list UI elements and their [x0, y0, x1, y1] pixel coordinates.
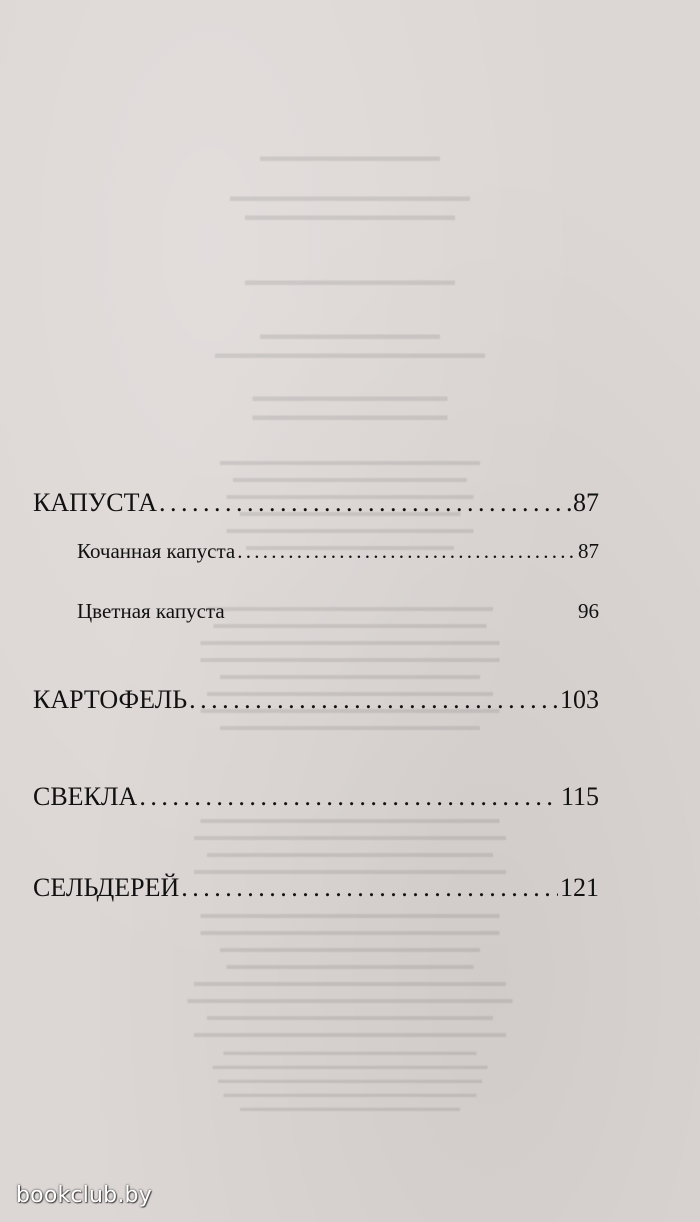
bleed-through-text: ▬▬▬▬▬▬▬▬▬▬▬▬▬ ▬▬▬▬▬▬▬▬▬▬▬▬▬: [252, 389, 448, 424]
bleed-through-text: ▬▬▬▬▬▬▬▬▬▬▬▬ ▬▬▬▬▬▬▬▬▬▬▬▬▬▬▬▬▬▬: [215, 327, 485, 362]
toc-entry-svekla: [33, 782, 599, 812]
dot-leader: [159, 488, 571, 518]
toc-entry-title: КАПУСТА: [33, 488, 158, 517]
toc-entry-tsvetnaya-kapusta: [77, 599, 599, 624]
toc-entry-page: 103: [560, 685, 599, 714]
toc-entry-kapusta: [33, 488, 599, 518]
dot-leader: [181, 873, 558, 903]
toc-entry-page: 87: [573, 488, 599, 517]
bleed-through-text: ▬▬▬▬▬▬▬▬▬▬▬▬▬▬▬▬▬▬▬▬▬▬▬ ▬▬▬▬▬▬▬▬▬▬▬▬▬▬▬▬▬▬▬▬▬▬▬ ▬▬▬▬▬▬▬▬▬▬▬▬▬▬▬▬▬▬▬▬ ▬▬▬▬▬▬▬▬▬▬▬▬▬▬▬▬▬▬▬ ▬▬▬▬▬▬▬▬▬▬▬▬▬▬▬▬▬▬▬▬▬▬▬▬ ▬▬▬▬▬▬▬▬▬▬▬▬▬▬▬▬▬▬▬▬▬▬▬▬▬ ▬▬▬▬▬▬▬▬▬▬▬▬▬▬▬▬▬▬▬▬▬▬ ▬▬▬▬▬▬▬▬▬▬▬▬▬▬▬▬▬▬▬▬▬▬▬▬: [187, 906, 513, 1040]
bleed-through-text: ▬▬▬▬▬▬▬▬▬▬▬▬▬▬▬▬ ▬▬▬▬▬▬▬▬▬▬▬▬▬▬: [230, 189, 470, 224]
toc-entry-title: СВЕКЛА: [33, 782, 138, 811]
bleed-through-text: ▬▬▬▬▬▬▬▬▬▬▬▬▬▬: [245, 273, 455, 289]
toc-entry-kartofel: [33, 685, 599, 715]
site-watermark: bookclub.by: [16, 1183, 152, 1208]
bleed-through-text: ▬▬▬▬▬▬▬▬▬▬▬▬▬▬▬▬▬▬▬▬ ▬▬▬▬▬▬▬▬▬▬▬▬▬▬▬▬▬▬ ▬▬▬▬▬▬▬▬▬▬▬▬▬▬▬▬▬▬▬ ▬▬▬▬▬▬▬▬▬▬▬▬▬▬▬▬▬ ▬▬▬▬▬▬▬▬▬▬▬▬▬▬▬▬▬▬▬ ▬▬▬▬▬▬▬▬▬▬▬▬▬▬▬▬: [220, 453, 480, 553]
toc-entry-kochannaya-kapusta: [77, 539, 599, 564]
toc-entry-title: Кочанная капуста: [77, 539, 236, 563]
toc-entry-title: СЕЛЬДЕРЕЙ: [33, 873, 180, 902]
bleed-through-text: ▬▬▬▬▬▬▬▬▬▬▬▬: [260, 149, 440, 165]
bleed-through-text: ▬▬▬▬▬▬▬▬▬▬▬▬▬▬▬▬▬▬▬▬▬▬▬ ▬▬▬▬▬▬▬▬▬▬▬▬▬▬▬▬▬▬▬▬▬▬▬▬▬ ▬▬▬▬▬▬▬▬▬▬▬▬▬▬▬▬▬▬▬▬▬▬▬▬ ▬▬▬▬▬▬▬▬▬▬▬▬▬▬▬▬▬▬▬▬▬▬▬ ▬▬▬▬▬▬▬▬▬▬▬▬▬▬▬▬▬▬▬▬: [212, 1046, 488, 1114]
toc-entry-page: 115: [560, 782, 599, 811]
toc-entry-title: КАРТОФЕЛЬ: [33, 685, 188, 714]
dot-leader: [237, 539, 576, 564]
toc-entry-title: Цветная капуста: [77, 599, 225, 623]
toc-entry-page: 96: [578, 599, 599, 623]
toc-entry-page: 87: [578, 539, 599, 563]
dot-leader: [189, 685, 558, 715]
bleed-through-text: ▬▬▬▬▬▬▬▬▬▬▬▬▬▬▬▬▬▬▬▬▬▬▬ ▬▬▬▬▬▬▬▬▬▬▬▬▬▬▬▬▬▬▬▬▬▬▬▬ ▬▬▬▬▬▬▬▬▬▬▬▬▬▬▬▬▬▬▬▬▬▬ ▬▬▬▬▬▬▬▬▬▬▬▬▬▬▬▬▬▬▬▬▬▬▬▬: [194, 811, 506, 877]
bleed-through-text: ▬▬▬▬▬▬▬▬▬▬▬▬▬▬▬▬▬▬▬▬▬▬ ▬▬▬▬▬▬▬▬▬▬▬▬▬▬▬▬▬▬▬▬▬ ▬▬▬▬▬▬▬▬▬▬▬▬▬▬▬▬▬▬▬▬▬▬▬ ▬▬▬▬▬▬▬▬▬▬▬▬▬▬▬▬▬▬▬▬▬▬▬ ▬▬▬▬▬▬▬▬▬▬▬▬▬▬▬▬▬▬▬▬ ▬▬▬▬▬▬▬▬▬▬▬▬▬▬▬▬▬▬▬▬▬▬ ▬▬▬▬▬▬▬▬▬▬▬▬▬▬▬▬▬▬▬▬▬▬▬ ▬▬▬▬▬▬▬▬▬▬▬▬▬▬▬▬▬▬▬▬: [200, 599, 500, 733]
dot-leader: [139, 782, 559, 812]
toc-entry-page: 121: [560, 873, 599, 902]
toc-entry-selderey: [33, 873, 599, 903]
